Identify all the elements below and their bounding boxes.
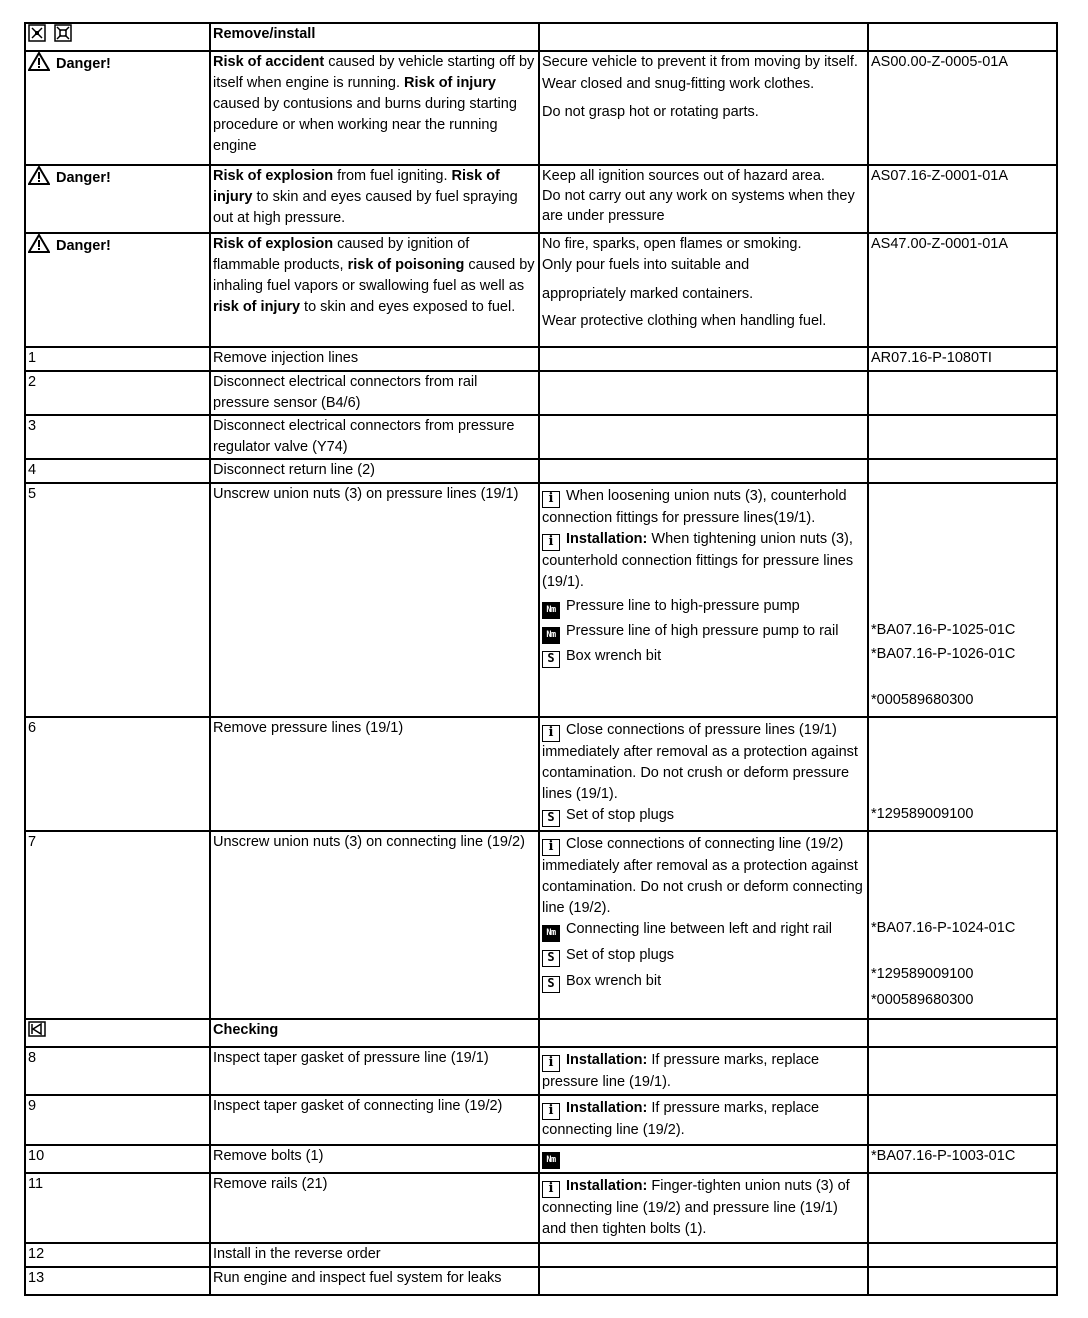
danger-label: Danger! [56,56,111,72]
step-number: 9 [25,1095,210,1145]
danger-measures: No fire, sparks, open flames or smoking. Only pour fuels into suitable and appropriately marked containers. Wear protective clothing when handling fuel. [539,233,868,347]
info-icon: i [542,839,560,856]
step-text: Run engine and inspect fuel system for leaks [210,1267,539,1295]
step-number: 12 [25,1243,210,1267]
step-ref: *BA07.16-P-1003-01C [868,1145,1057,1173]
step-text: Disconnect return line (2) [210,459,539,483]
step-text: Remove bolts (1) [210,1145,539,1173]
table-row [25,1243,1057,1267]
info-icon: i [542,1103,560,1120]
warning-icon [28,234,50,253]
checking-row [25,1019,1057,1047]
step-number: 13 [25,1267,210,1295]
danger-risk: Risk of explosion caused by ignition of flammable products, risk of poisoning caused by inhaling fuel vapors or swallowing fuel as well as risk of injury to skin and eyes exposed to fuel. [210,233,539,347]
step-refs: *129589009100 [868,717,1057,831]
step-notes: i Close connections of connecting line (19/2) immediately after removal as a protection against contamination. Do not crush or deform connecting line (19/2). Nm Connecting line between left and right rail S Set of stop plugs S Box wrench bit [539,831,868,1019]
step-number: 7 [25,831,210,1019]
header-row [25,23,1057,51]
table-row [25,347,1057,371]
danger-row [25,233,1057,347]
step-number: 10 [25,1145,210,1173]
table-row [25,415,1057,459]
step-notes: i When loosening union nuts (3), counterhold connection fittings for pressure lines(19/1). i Installation: When tightening union nuts (3), counterhold connection fittings for pressure lines (19/1). Nm Pressure line to high-pressure pump Nm Pressure line of high pressure pump to rail S Box wrench bit [539,483,868,717]
step-number: 2 [25,371,210,415]
step-number: 1 [25,347,210,371]
step-number: 3 [25,415,210,459]
danger-code: AS07.16-Z-0001-01A [868,165,1057,233]
checking-icon [28,1021,46,1037]
step-notes: i Installation: Finger-tighten union nuts (3) of connecting line (19/2) and pressure line (19/1) and then tighten bolts (1). [539,1173,868,1243]
step-text: Remove pressure lines (19/1) [210,717,539,831]
header-icons [25,23,210,51]
step-notes: i Installation: If pressure marks, replace connecting line (19/2). [539,1095,868,1145]
step-text: Unscrew union nuts (3) on connecting line (19/2) [210,831,539,1019]
page-title: Remove/install [210,23,539,51]
danger-label: Danger! [56,238,111,254]
step-number: 4 [25,459,210,483]
table-row [25,1267,1057,1295]
info-icon: i [542,534,560,551]
step-text: Unscrew union nuts (3) on pressure lines (19/1) [210,483,539,717]
step-ref: AR07.16-P-1080TI [868,347,1057,371]
danger-label: Danger! [56,170,111,186]
table-row [25,1047,1057,1095]
table-row [25,459,1057,483]
danger-row [25,165,1057,233]
step-number: 5 [25,483,210,717]
warning-icon [28,52,50,71]
step-notes: i Close connections of pressure lines (19/1) immediately after removal as a protection against contamination. Do not crush or deform pressure lines (19/1). S Set of stop plugs [539,717,868,831]
step-number: 11 [25,1173,210,1243]
step-text: Inspect taper gasket of connecting line (19/2) [210,1095,539,1145]
info-icon: i [542,1181,560,1198]
torque-icon: Nm [542,1152,560,1169]
step-text: Remove injection lines [210,347,539,371]
warning-icon [28,166,50,185]
table-row [25,371,1057,415]
step-number: 8 [25,1047,210,1095]
step-text: Remove rails (21) [210,1173,539,1243]
step-notes: i Installation: If pressure marks, replace pressure line (19/1). [539,1047,868,1095]
checking-title: Checking [210,1019,539,1047]
info-icon: i [542,725,560,742]
danger-measures: Secure vehicle to prevent it from moving by itself. Wear closed and snug-fitting work clothes. Do not grasp hot or rotating parts. [539,51,868,165]
table-row [25,483,1057,717]
danger-row [25,51,1057,165]
table-row [25,1173,1057,1243]
remove-icon [28,24,46,42]
step-text: Disconnect electrical connectors from rail pressure sensor (B4/6) [210,371,539,415]
danger-measures: Keep all ignition sources out of hazard area. Do not carry out any work on systems when they are under pressure [539,165,868,233]
danger-code: AS47.00-Z-0001-01A [868,233,1057,347]
step-number: 6 [25,717,210,831]
torque-icon: Nm [542,627,560,644]
danger-risk: Risk of explosion from fuel igniting. Risk of injury to skin and eyes caused by fuel spraying out at high pressure. [210,165,539,233]
danger-code: AS00.00-Z-0005-01A [868,51,1057,165]
danger-risk: Risk of accident caused by vehicle starting off by itself when engine is running. Risk of injury caused by contusions and burns during starting procedure or when working near the running engine [210,51,539,165]
step-text: Inspect taper gasket of pressure line (19/1) [210,1047,539,1095]
tool-icon: S [542,950,560,967]
step-refs: *BA07.16-P-1025-01C *BA07.16-P-1026-01C *000589680300 [868,483,1057,717]
step-text: Install in the reverse order [210,1243,539,1267]
table-row [25,717,1057,831]
table-row [25,1145,1057,1173]
step-text: Disconnect electrical connectors from pressure regulator valve (Y74) [210,415,539,459]
step-refs: *BA07.16-P-1024-01C *129589009100 *000589680300 [868,831,1057,1019]
tool-icon: S [542,810,560,827]
tool-icon: S [542,976,560,993]
torque-icon: Nm [542,925,560,942]
tool-icon: S [542,651,560,668]
torque-icon: Nm [542,602,560,619]
procedure-table [24,22,1058,1296]
table-row [25,1095,1057,1145]
info-icon: i [542,1055,560,1072]
info-icon: i [542,491,560,508]
table-row [25,831,1057,1019]
install-icon [54,24,72,42]
